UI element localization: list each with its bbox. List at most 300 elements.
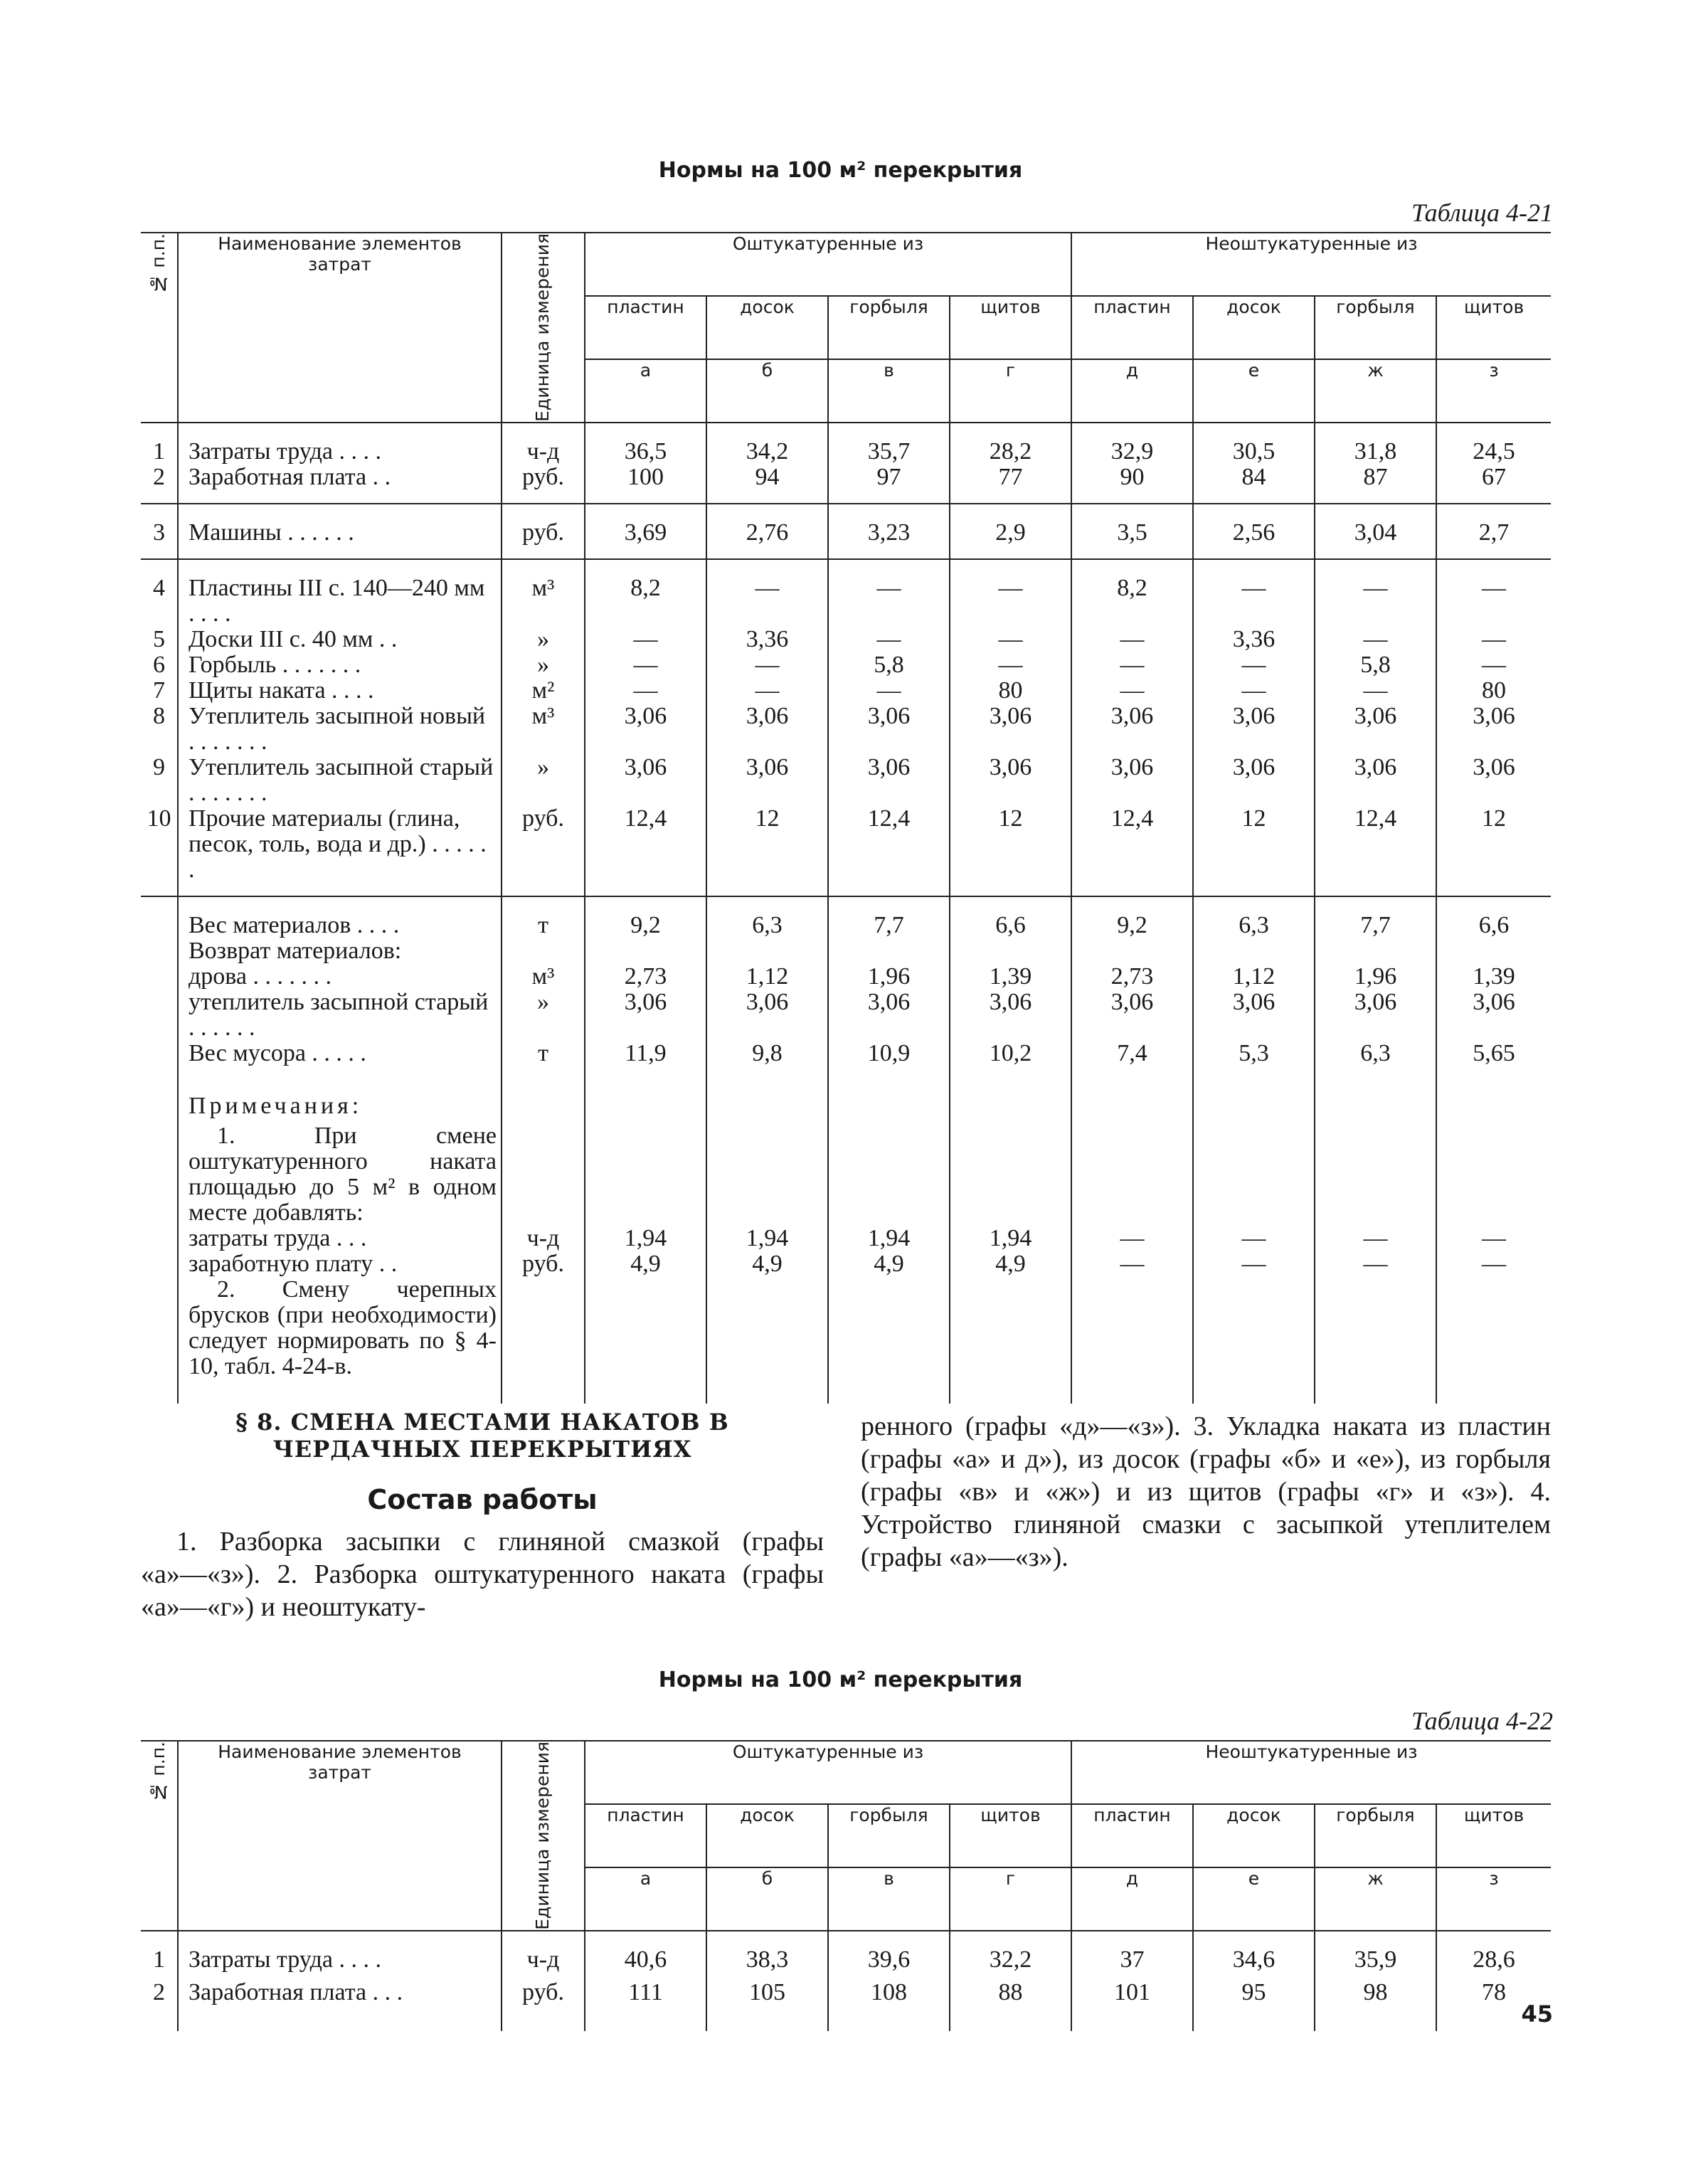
value-cell: — (828, 678, 950, 704)
value-cell: 6,3 (706, 896, 828, 938)
empty-cell (1193, 1119, 1315, 1226)
row-number: 9 (141, 755, 178, 806)
note-1: 1. При смене оштукатуренного наката площадью до 5 м² в одном месте добавлять: (178, 1119, 502, 1226)
value-cell (706, 938, 828, 964)
value-cell: 3,06 (1193, 704, 1315, 755)
value-cell: 78 (1482, 1978, 1507, 2005)
value-cell: 7,4 (1071, 1041, 1193, 1079)
row-number (141, 990, 178, 1041)
value-cell: 2,76 (706, 504, 828, 559)
value-cell: 1,39 (950, 964, 1071, 990)
row-number: 8 (141, 704, 178, 755)
value-cell: 2,73 (585, 964, 706, 990)
table-row (141, 652, 1551, 678)
group-header-plastered: Оштукатуренные из (585, 233, 1071, 296)
material-header: щитов (1436, 296, 1551, 359)
row-name: Щиты наката . . . . (178, 678, 502, 704)
value-cell (950, 938, 1071, 964)
value-cell: 2,73 (1071, 964, 1193, 990)
value-cell: — (585, 678, 706, 704)
letter-header: з (1436, 1867, 1551, 1931)
value-cell: — (1315, 559, 1436, 627)
value-cell: 100 (585, 465, 706, 504)
value-cell: 1,12 (1193, 964, 1315, 990)
row-name: Горбыль . . . . . . . (178, 652, 502, 678)
empty-cell (706, 1277, 828, 1404)
value-cell: 12,4 (1071, 806, 1193, 896)
material-header: пластин (1071, 1804, 1193, 1867)
value-cell: 12 (950, 806, 1071, 896)
row-number: 10 (141, 806, 178, 896)
value-cell: 40,6 (585, 1931, 706, 1973)
col-no-header: № п.п. (141, 1741, 178, 1931)
value-cell: 1,94 (950, 1226, 1071, 1251)
row-unit: руб. (502, 1973, 585, 2031)
page-number: 45 (1521, 2000, 1553, 2027)
row-number: 5 (141, 627, 178, 652)
empty-cell (585, 1079, 706, 1119)
row-unit: ч-д (502, 1931, 585, 1973)
empty-cell (828, 1277, 950, 1404)
value-cell: 3,06 (1473, 702, 1515, 729)
empty-cell (585, 1119, 706, 1226)
table-row (141, 938, 1551, 964)
value-cell: 12 (706, 806, 828, 896)
empty-cell (1315, 1119, 1436, 1226)
row-unit: т (502, 896, 585, 938)
value-cell: 3,06 (1473, 753, 1515, 780)
value-cell: 12,4 (828, 806, 950, 896)
empty-cell (1193, 1079, 1315, 1119)
value-cell: — (1071, 1226, 1193, 1251)
value-cell: 3,06 (828, 755, 950, 806)
value-cell: 1,94 (585, 1226, 706, 1251)
row-unit: м³ (502, 964, 585, 990)
letter-header: д (1071, 359, 1193, 423)
value-cell: 39,6 (828, 1931, 950, 1973)
value-cell: 3,06 (706, 704, 828, 755)
table-row (141, 1041, 1551, 1079)
material-header: досок (1193, 296, 1315, 359)
value-cell: 3,06 (1071, 704, 1193, 755)
value-cell: — (1482, 574, 1507, 601)
table-row (141, 964, 1551, 990)
empty-cell (828, 1079, 950, 1119)
value-cell: 10,9 (828, 1041, 950, 1079)
value-cell: — (1315, 627, 1436, 652)
value-cell: 98 (1315, 1973, 1436, 2031)
value-cell: 30,5 (1193, 423, 1315, 465)
row-number (141, 964, 178, 990)
empty-cell (502, 1277, 585, 1404)
value-cell: — (1315, 1226, 1436, 1251)
value-cell: 95 (1193, 1973, 1315, 2031)
letter-header: ж (1315, 359, 1436, 423)
value-cell: 3,36 (706, 627, 828, 652)
value-cell: — (828, 627, 950, 652)
row-name: Пластины III с. 140—240 мм . . . . (178, 559, 502, 627)
value-cell: 77 (950, 465, 1071, 504)
col-name-header: Наименование элементов затрат (178, 233, 502, 423)
table-row (141, 465, 1551, 504)
col-unit-header: Единица измерения (502, 1741, 585, 1931)
table-row (141, 806, 1551, 896)
value-cell: 3,06 (950, 704, 1071, 755)
value-cell: 12 (1193, 806, 1315, 896)
value-cell: — (585, 627, 706, 652)
section-text-left: 1. Разборка засыпки с глиняной смазкой (графы «а»—«з»). 2. Разборка оштукатуренного наката (графы «а»—«г») и неоштукату- (141, 1527, 824, 1622)
value-cell: 1,96 (1315, 964, 1436, 990)
value-cell: 105 (706, 1973, 828, 2031)
table-row (141, 627, 1551, 652)
empty-cell (141, 1119, 178, 1226)
value-cell: 38,3 (706, 1931, 828, 1973)
material-header: щитов (950, 296, 1071, 359)
group-header-unplastered: Неоштукатуренные из (1071, 1741, 1551, 1804)
value-cell: 3,06 (1193, 755, 1315, 806)
value-cell (1193, 938, 1315, 964)
value-cell: 1,94 (828, 1226, 950, 1251)
row-unit: » (502, 990, 585, 1041)
value-cell: 3,06 (950, 755, 1071, 806)
row-name: Утеплитель засыпной старый . . . . . . . (178, 755, 502, 806)
row-name: Утеплитель засыпной новый . . . . . . . (178, 704, 502, 755)
material-header: щитов (1436, 1804, 1551, 1867)
value-cell: 84 (1193, 465, 1315, 504)
value-cell: — (1482, 1224, 1507, 1251)
row-number (141, 1251, 178, 1277)
empty-cell (585, 1277, 706, 1404)
value-cell: 3,06 (1315, 704, 1436, 755)
section-left-column (141, 1409, 824, 1623)
material-header: досок (1193, 1804, 1315, 1867)
material-header: горбыля (1315, 296, 1436, 359)
row-unit: » (502, 627, 585, 652)
material-header: досок (706, 1804, 828, 1867)
value-cell: 9,8 (706, 1041, 828, 1079)
row-number: 6 (141, 652, 178, 678)
empty-cell (706, 1079, 828, 1119)
row-number: 2 (141, 465, 178, 504)
row-name: Заработная плата . . (178, 465, 502, 504)
value-cell: 1,12 (706, 964, 828, 990)
letter-header: ж (1315, 1867, 1436, 1931)
value-cell: 8,2 (1071, 559, 1193, 627)
value-cell: 3,23 (828, 504, 950, 559)
value-cell: 28,2 (950, 423, 1071, 465)
value-cell: — (1193, 1226, 1315, 1251)
value-cell: 2,7 (1436, 504, 1551, 559)
table1-header (141, 233, 1551, 423)
value-cell: 3,06 (706, 990, 828, 1041)
row-unit: руб. (502, 806, 585, 896)
table1-title: Нормы на 100 м² перекрытия (658, 158, 1023, 183)
value-cell: 3,69 (585, 504, 706, 559)
table2-title: Нормы на 100 м² перекрытия (658, 1668, 1023, 1692)
table-row (141, 704, 1551, 755)
material-header: щитов (950, 1804, 1071, 1867)
letter-header: г (950, 359, 1071, 423)
value-cell: — (1193, 559, 1315, 627)
row-unit: » (502, 652, 585, 678)
value-cell: 3,06 (706, 755, 828, 806)
section-title: § 8. СМЕНА МЕСТАМИ НАКАТОВ В ЧЕРДАЧНЫХ ПЕРЕКРЫТИЯХ (235, 1409, 729, 1463)
note-2: 2. Смену черепных брусков (при необходимости) следует нормировать по § 4-10, табл. 4-24-в. (178, 1277, 502, 1404)
row-name: Возврат материалов: (178, 938, 502, 964)
value-cell: — (1315, 678, 1436, 704)
letter-header: б (706, 359, 828, 423)
row-name: затраты труда . . . (178, 1226, 502, 1251)
letter-header: б (706, 1867, 828, 1931)
value-cell: 80 (950, 678, 1071, 704)
row-number (141, 896, 178, 938)
empty-cell (950, 1277, 1071, 1404)
table-4-21 (141, 232, 1551, 1404)
row-number: 2 (141, 1973, 178, 2031)
value-cell: — (1193, 652, 1315, 678)
value-cell: 34,6 (1193, 1931, 1315, 1973)
table-row (141, 755, 1551, 806)
value-cell: 35,7 (828, 423, 950, 465)
value-cell: 3,06 (1315, 755, 1436, 806)
empty-cell (1193, 1277, 1315, 1404)
note-2-row (141, 1277, 1551, 1404)
value-cell: 3,06 (828, 704, 950, 755)
col-no-header: № п.п. (141, 233, 178, 423)
material-header: досок (706, 296, 828, 359)
letter-header: г (950, 1867, 1071, 1931)
value-cell: 6,6 (950, 896, 1071, 938)
table-row (141, 896, 1551, 938)
value-cell: 108 (828, 1973, 950, 2031)
table-row (141, 559, 1551, 627)
value-cell (1071, 938, 1193, 964)
value-cell: — (828, 559, 950, 627)
table2-label: Таблица 4-22 (1411, 1707, 1553, 1735)
table-row (141, 1226, 1551, 1251)
value-cell: — (1482, 625, 1507, 652)
row-name: Прочие материалы (глина, песок, толь, вода и др.) . . . . . . (178, 806, 502, 896)
table-row (141, 1251, 1551, 1277)
value-cell: 32,2 (950, 1931, 1071, 1973)
value-cell: 12,4 (1315, 806, 1436, 896)
notes-heading: Примечания: (178, 1079, 502, 1119)
value-cell (1436, 938, 1551, 964)
row-number (141, 1226, 178, 1251)
empty-cell (141, 1277, 178, 1404)
empty-cell (1315, 1079, 1436, 1119)
row-unit: т (502, 1041, 585, 1079)
letter-header: а (585, 359, 706, 423)
empty-cell (141, 1079, 178, 1119)
section-text-right: ренного (графы «д»—«з»). 3. Укладка наката из пластин (графы «а» и д»), из досок (графы «б» и «е»), из горбыля (графы «в» и «ж») и из щитов (графы «г» и «з»). 4. Устройство глиняной смазки с засыпкой утеплителем (графы «а»—«з»). (861, 1411, 1551, 1572)
value-cell: 3,06 (1193, 990, 1315, 1041)
row-name: Вес мусора . . . . . (178, 1041, 502, 1079)
empty-cell (502, 1119, 585, 1226)
group-header-plastered: Оштукатуренные из (585, 1741, 1071, 1804)
letter-header: в (828, 359, 950, 423)
letter-header: е (1193, 1867, 1315, 1931)
value-cell: 5,8 (1315, 652, 1436, 678)
value-cell: 6,3 (1315, 1041, 1436, 1079)
value-cell: 10,2 (950, 1041, 1071, 1079)
value-cell: 8,2 (585, 559, 706, 627)
row-name: Машины . . . . . . (178, 504, 502, 559)
value-cell: 2,56 (1193, 504, 1315, 559)
value-cell: 3,06 (1473, 988, 1515, 1015)
material-header: горбыля (1315, 1804, 1436, 1867)
empty-cell (1315, 1277, 1436, 1404)
value-cell: 3,5 (1071, 504, 1193, 559)
material-header: горбыля (828, 1804, 950, 1867)
value-cell: 80 (1482, 677, 1507, 704)
row-number: 4 (141, 559, 178, 627)
col-name-header: Наименование элементов затрат (178, 1741, 502, 1931)
value-cell: 35,9 (1315, 1931, 1436, 1973)
value-cell: 7,7 (828, 896, 950, 938)
notes-heading-row (141, 1079, 1551, 1119)
value-cell: 1,94 (706, 1226, 828, 1251)
material-header: пластин (585, 1804, 706, 1867)
empty-cell (1436, 1277, 1551, 1404)
value-cell: 4,9 (706, 1251, 828, 1277)
value-cell: 3,36 (1193, 627, 1315, 652)
value-cell: 94 (706, 465, 828, 504)
value-cell: 3,06 (585, 990, 706, 1041)
value-cell: — (706, 652, 828, 678)
note-1-row (141, 1119, 1551, 1226)
empty-cell (950, 1079, 1071, 1119)
value-cell: — (1315, 1251, 1436, 1277)
value-cell: 3,06 (828, 990, 950, 1041)
letter-header: з (1436, 359, 1551, 423)
value-cell: 37 (1071, 1931, 1193, 1973)
value-cell: 88 (950, 1973, 1071, 2031)
value-cell: 101 (1071, 1973, 1193, 2031)
value-cell: — (1071, 678, 1193, 704)
value-cell: 3,06 (585, 755, 706, 806)
value-cell: — (1193, 1251, 1315, 1277)
row-unit (502, 938, 585, 964)
value-cell: 9,2 (1071, 896, 1193, 938)
value-cell: 6,3 (1193, 896, 1315, 938)
value-cell: 3,04 (1315, 504, 1436, 559)
value-cell: 36,5 (585, 423, 706, 465)
row-unit: ч-д (502, 423, 585, 465)
value-cell: — (950, 627, 1071, 652)
value-cell: 5,3 (1193, 1041, 1315, 1079)
empty-cell (502, 1079, 585, 1119)
value-cell: 3,06 (1071, 990, 1193, 1041)
row-name: Доски III с. 40 мм . . (178, 627, 502, 652)
value-cell: — (1071, 1251, 1193, 1277)
letter-header: а (585, 1867, 706, 1931)
value-cell: — (1071, 652, 1193, 678)
material-header: пластин (1071, 296, 1193, 359)
value-cell: 3,06 (1315, 990, 1436, 1041)
row-name: заработную плату . . (178, 1251, 502, 1277)
value-cell: 1,39 (1473, 963, 1515, 990)
row-name: Затраты труда . . . . (178, 1931, 502, 1973)
row-unit: ч-д (502, 1226, 585, 1251)
value-cell: 97 (828, 465, 950, 504)
value-cell: — (1482, 1250, 1507, 1277)
value-cell: 7,7 (1315, 896, 1436, 938)
value-cell: — (1482, 651, 1507, 678)
value-cell: 4,9 (585, 1251, 706, 1277)
value-cell: 5,65 (1473, 1039, 1515, 1066)
empty-cell (1071, 1277, 1193, 1404)
row-number: 7 (141, 678, 178, 704)
value-cell: 4,9 (828, 1251, 950, 1277)
row-unit: » (502, 755, 585, 806)
row-name: утеплитель засыпной старый . . . . . . (178, 990, 502, 1041)
value-cell: 90 (1071, 465, 1193, 504)
value-cell: 12,4 (585, 806, 706, 896)
letter-header: в (828, 1867, 950, 1931)
table-row (141, 678, 1551, 704)
empty-cell (1071, 1079, 1193, 1119)
table-row (141, 423, 1551, 465)
letter-header: е (1193, 359, 1315, 423)
material-header: пластин (585, 296, 706, 359)
row-unit: м³ (502, 559, 585, 627)
empty-cell (828, 1119, 950, 1226)
value-cell: 9,2 (585, 896, 706, 938)
value-cell (1315, 938, 1436, 964)
value-cell: — (950, 559, 1071, 627)
empty-cell (1436, 1119, 1551, 1226)
row-name: Вес материалов . . . . (178, 896, 502, 938)
value-cell: 87 (1315, 465, 1436, 504)
table-row (141, 504, 1551, 559)
value-cell: 3,06 (950, 990, 1071, 1041)
value-cell (585, 938, 706, 964)
table-4-22 (141, 1740, 1551, 2031)
row-unit: руб. (502, 465, 585, 504)
value-cell: — (950, 652, 1071, 678)
row-number: 3 (141, 504, 178, 559)
value-cell: 5,8 (828, 652, 950, 678)
row-unit: руб. (502, 1251, 585, 1277)
value-cell: — (1193, 678, 1315, 704)
row-unit: руб. (502, 504, 585, 559)
value-cell: 6,6 (1478, 911, 1510, 938)
table2-header (141, 1741, 1551, 1931)
row-number (141, 938, 178, 964)
row-number: 1 (141, 423, 178, 465)
value-cell: — (706, 559, 828, 627)
value-cell: 28,6 (1473, 1946, 1515, 1973)
value-cell: 24,5 (1473, 438, 1515, 465)
value-cell: 12 (1436, 806, 1551, 896)
value-cell: 111 (585, 1973, 706, 2031)
col-unit-header: Единица измерения (502, 233, 585, 423)
value-cell: 11,9 (585, 1041, 706, 1079)
empty-cell (950, 1119, 1071, 1226)
row-unit: м³ (502, 704, 585, 755)
empty-cell (1071, 1119, 1193, 1226)
value-cell: 3,06 (1071, 755, 1193, 806)
empty-cell (706, 1119, 828, 1226)
empty-cell (1436, 1079, 1551, 1119)
value-cell: 1,96 (828, 964, 950, 990)
row-unit: м² (502, 678, 585, 704)
value-cell: 2,9 (950, 504, 1071, 559)
section-subtitle: Состав работы (367, 1484, 598, 1515)
value-cell: 67 (1436, 465, 1551, 504)
value-cell: — (706, 678, 828, 704)
